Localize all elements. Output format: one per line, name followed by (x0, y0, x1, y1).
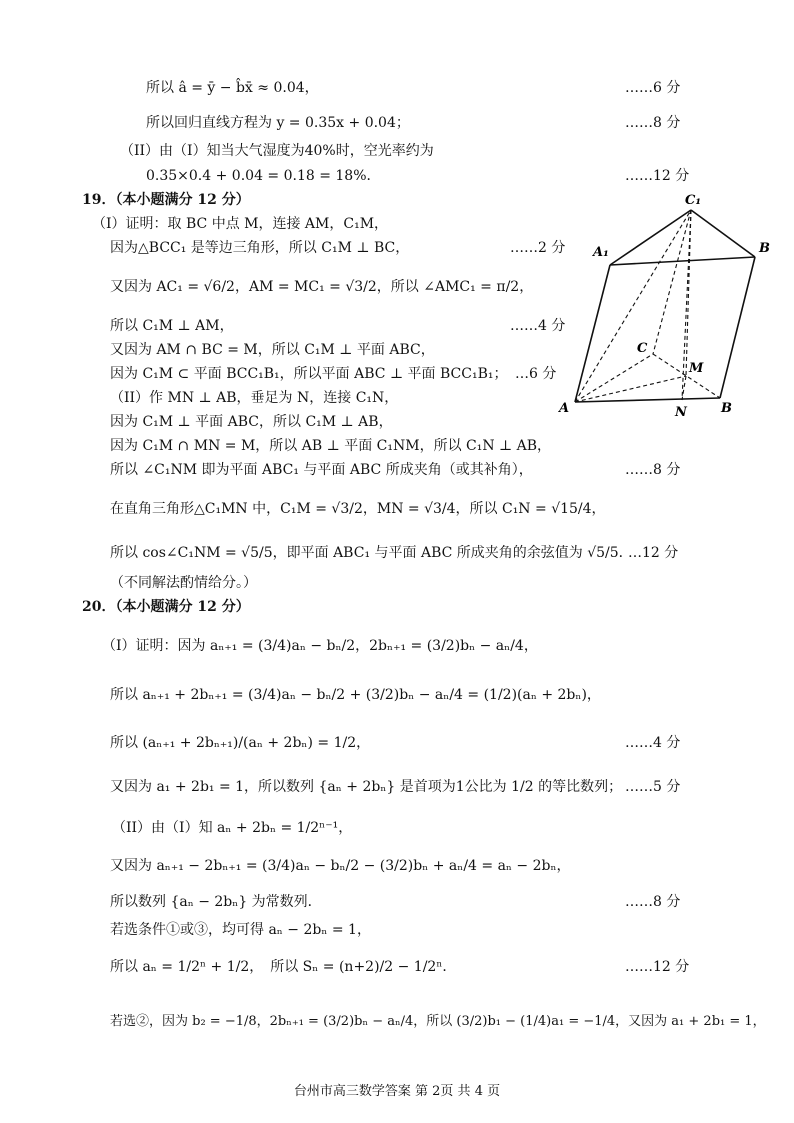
text-line: （不同解法酌情给分。） (110, 575, 257, 591)
edge-c1-b1 (691, 210, 755, 257)
edge-a1-a (575, 265, 610, 402)
score-marker: ……4 分 (510, 318, 566, 334)
text-line: 又因为 AM ∩ BC = M，所以 C₁M ⊥ 平面 ABC， (110, 342, 435, 358)
text-line: 所以回归直线方程为 y = 0.35x + 0.04； (146, 115, 410, 131)
text-line: 又因为 a₁ + 2b₁ = 1，所以数列 {aₙ + 2bₙ} 是首项为1公比为 1/2 的等比数列； (110, 779, 623, 795)
score-marker: …12 分 (628, 545, 679, 561)
text-line: 因为 C₁M ∩ MN = M，所以 AB ⊥ 平面 C₁NM，所以 C₁N ⊥ AB， (110, 438, 552, 454)
edge-a-m (575, 376, 686, 402)
text-line: 所以数列 {aₙ − 2bₙ} 为常数列． (110, 894, 322, 910)
text-line: 所以 ∠C₁NM 即为平面 ABC₁ 与平面 ABC 所成夹角（或其补角）， (110, 462, 533, 478)
prism-figure (553, 188, 783, 420)
score-marker: ……4 分 (625, 735, 681, 751)
text-line: 所以 â = ȳ − b̂x̄ ≈ 0.04， (146, 80, 319, 96)
text-line: 所以 (aₙ₊₁ + 2bₙ₊₁)/(aₙ + 2bₙ) = 1/2， (110, 735, 371, 751)
text-line: 因为△BCC₁ 是等边三角形，所以 C₁M ⊥ BC， (110, 240, 410, 256)
score-marker: ……6 分 (625, 80, 681, 96)
score-marker: ……2 分 (510, 240, 566, 256)
score-marker: ……12 分 (625, 168, 690, 184)
edge-a-b (575, 398, 720, 402)
score-marker: ……12 分 (625, 959, 690, 975)
page-footer: 台州市高三数学答案 第 2页 共 4 页 (293, 1084, 501, 1099)
text-line: （I）证明：因为 aₙ₊₁ = (3/4)aₙ − bₙ/2，2bₙ₊₁ = (3/2)bₙ − aₙ/4， (102, 638, 538, 654)
text-line: 若选条件①或③，均可得 aₙ − 2bₙ = 1， (110, 922, 371, 938)
text-line: （II）由（I）知当大气湿度为40%时，空光率约为 (120, 143, 434, 159)
score-marker: ……8 分 (625, 462, 681, 478)
text-line: 所以 cos∠C₁NM = √5/5，即平面 ABC₁ 与平面 ABC 所成夹角的余弦值为 √5/5． (110, 545, 633, 561)
label-b1: B (759, 241, 770, 256)
text-line: 0.35×0.4 + 0.04 = 0.18 = 18%． (146, 168, 381, 184)
text-line: 所以 aₙ = 1/2ⁿ + 1/2， 所以 Sₙ = (n+2)/2 − 1/2ⁿ． (110, 959, 457, 975)
label-c: C (637, 341, 648, 356)
label-a1: A₁ (593, 245, 609, 260)
label-b: B (721, 401, 732, 416)
score-marker: …6 分 (515, 366, 557, 382)
text-line: （I）证明：取 BC 中点 M，连接 AM，C₁M， (92, 216, 389, 232)
text-line: 若选②，因为 b₂ = −1/8，2bₙ₊₁ = (3/2)bₙ − aₙ/4，所以 (3/2)b₁ − (1/4)a₁ = −1/4，又因为 a₁ + 2b₁ = 1， (110, 1014, 766, 1029)
label-m: M (689, 361, 704, 376)
score-marker: ……8 分 (625, 115, 681, 131)
score-marker: ……5 分 (625, 779, 681, 795)
label-a: A (559, 401, 570, 416)
text-line: （II）作 MN ⊥ AB，垂足为 N，连接 C₁N， (110, 390, 399, 406)
text-line: 所以 C₁M ⊥ AM， (110, 318, 234, 334)
edge-a-c1 (575, 210, 691, 402)
edge-b1-b (720, 257, 755, 398)
text-line: 因为 C₁M ⊥ 平面 ABC，所以 C₁M ⊥ AB， (110, 414, 393, 430)
label-c1: C₁ (685, 193, 702, 208)
score-marker: ……8 分 (625, 894, 681, 910)
text-line: 又因为 aₙ₊₁ − 2bₙ₊₁ = (3/4)aₙ − bₙ/2 − (3/2)bₙ + aₙ/4 = aₙ − 2bₙ， (110, 858, 571, 874)
text-line: 在直角三角形△C₁MN 中，C₁M = √3/2，MN = √3/4，所以 C₁N = √15/4， (110, 501, 606, 517)
edge-a-c (575, 354, 653, 402)
edge-a1-c1 (610, 210, 691, 265)
text-line: 所以 aₙ₊₁ + 2bₙ₊₁ = (3/4)aₙ − bₙ/2 + (3/2)bₙ − aₙ/4 = (1/2)(aₙ + 2bₙ)， (110, 687, 601, 703)
text-line: 因为 C₁M ⊂ 平面 BCC₁B₁，所以平面 ABC ⊥ 平面 BCC₁B₁； (110, 366, 508, 382)
problem-heading-20: 20．（本小题满分 12 分） (82, 599, 250, 615)
label-n: N (675, 405, 687, 420)
problem-heading-19: 19．（本小题满分 12 分） (82, 192, 250, 208)
text-line: （II）由（I）知 aₙ + 2bₙ = 1/2ⁿ⁻¹， (112, 820, 353, 836)
edge-a1-b1 (610, 257, 755, 265)
text-line: 又因为 AC₁ = √6/2，AM = MC₁ = √3/2，所以 ∠AMC₁ = π/2， (110, 279, 534, 295)
